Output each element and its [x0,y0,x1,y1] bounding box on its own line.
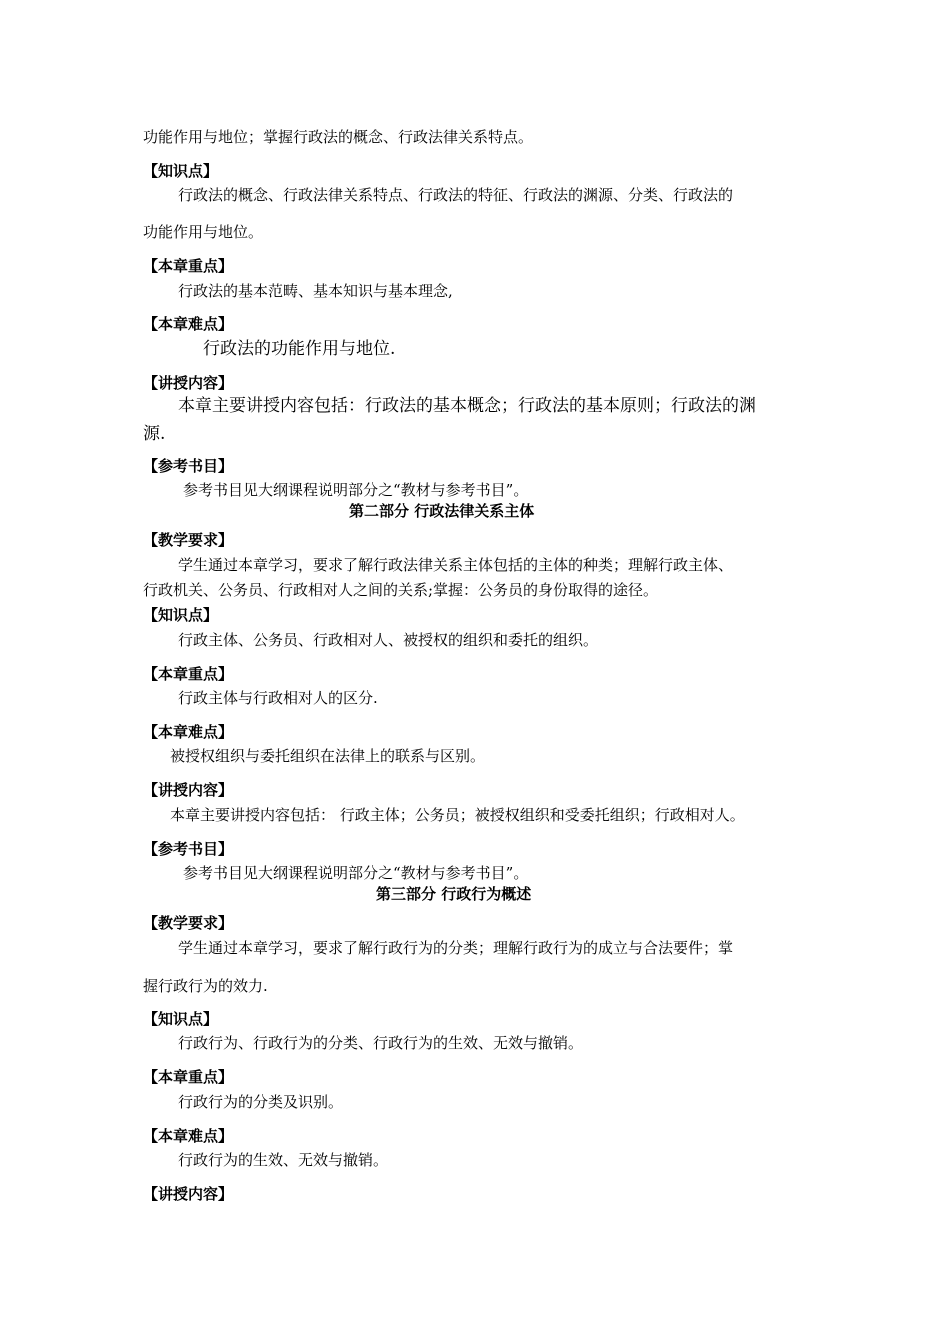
lecture-content-text: 本章主要讲授内容包括：行政法的基本概念；行政法的基本原则；行政法的渊 [178,396,756,416]
teaching-requirements-text: 学生通过本章学习，要求了解行政法律关系主体包括的主体的种类；理解行政主体、 [178,556,734,574]
heading-chapter-key: 【本章重点】 [143,1068,234,1086]
teaching-requirements-text: 学生通过本章学习，要求了解行政行为的分类；理解行政行为的成立与合法要件；掌 [178,939,734,957]
knowledge-points-text: 行政法的概念、行政法律关系特点、行政法的特征、行政法的渊源、分类、行政法的 [178,186,734,204]
heading-chapter-difficulty: 【本章难点】 [143,315,234,333]
heading-references: 【参考书目】 [143,457,234,475]
heading-knowledge-points: 【知识点】 [143,1010,219,1028]
teaching-requirements-text-cont: 行政机关、公务员、行政相对人之间的关系;掌握：公务员的身份取得的途径。 [143,581,659,599]
lecture-content-text-cont: 源. [143,424,166,444]
heading-lecture-content: 【讲授内容】 [143,374,234,392]
paragraph-continuation: 功能作用与地位；掌握行政法的概念、行政法律关系特点。 [143,128,534,146]
lecture-content-text: 本章主要讲授内容包括： 行政主体；公务员；被授权组织和受委托组织；行政相对人。 [170,806,745,824]
section-title-part-2: 第二部分 行政法律关系主体 [349,502,535,520]
heading-knowledge-points: 【知识点】 [143,606,219,624]
chapter-difficulty-text: 行政法的功能作用与地位. [203,339,396,359]
heading-teaching-requirements: 【教学要求】 [143,531,234,549]
section-title-part-3: 第三部分 行政行为概述 [376,885,532,903]
knowledge-points-text: 行政行为、行政行为的分类、行政行为的生效、无效与撤销。 [178,1034,584,1052]
chapter-difficulty-text: 被授权组织与委托组织在法律上的联系与区别。 [170,747,486,765]
chapter-key-text: 行政行为的分类及识别。 [178,1093,344,1111]
heading-chapter-key: 【本章重点】 [143,665,234,683]
chapter-key-text: 行政主体与行政相对人的区分. [178,689,378,707]
heading-chapter-difficulty: 【本章难点】 [143,723,234,741]
heading-teaching-requirements: 【教学要求】 [143,914,234,932]
references-text: 参考书目见大纲课程说明部分之“教材与参考书目”。 [183,864,529,882]
heading-chapter-key: 【本章重点】 [143,257,234,275]
heading-references: 【参考书目】 [143,840,234,858]
chapter-difficulty-text: 行政行为的生效、无效与撤销。 [178,1151,389,1169]
heading-lecture-content: 【讲授内容】 [143,1185,234,1203]
heading-lecture-content: 【讲授内容】 [143,781,234,799]
heading-knowledge-points: 【知识点】 [143,162,219,180]
heading-chapter-difficulty: 【本章难点】 [143,1127,234,1145]
chapter-key-text: 行政法的基本范畴、基本知识与基本理念, [178,282,453,300]
knowledge-points-text-cont: 功能作用与地位。 [143,223,264,241]
teaching-requirements-text-cont: 握行政行为的效力. [143,977,268,995]
knowledge-points-text: 行政主体、公务员、行政相对人、被授权的组织和委托的组织。 [178,631,599,649]
references-text: 参考书目见大纲课程说明部分之“教材与参考书目”。 [183,481,529,499]
